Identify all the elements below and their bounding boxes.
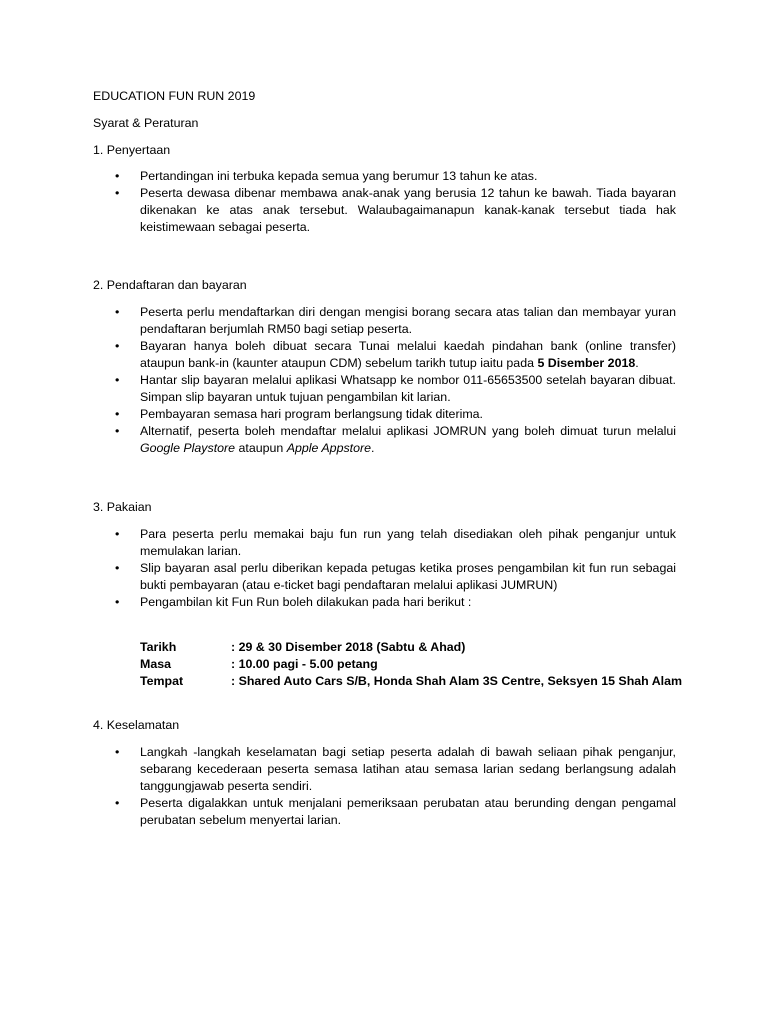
- schedule-label: Tarikh: [140, 640, 177, 654]
- schedule-row: [140, 639, 682, 656]
- list-item: • Peserta perlu mendaftarkan diri dengan mengisi borang secara atas talian dan membayar yuran pendaftaran berjumlah RM50 bagi setiap peserta.: [93, 304, 676, 338]
- section-heading-pendaftaran: 2. Pendaftaran dan bayaran: [93, 278, 247, 292]
- schedule-row: [140, 673, 682, 690]
- list-item: • Pertandingan ini terbuka kepada semua yang berumur 13 tahun ke atas.: [93, 168, 676, 185]
- list-item: • Hantar slip bayaran melalui aplikasi Whatsapp ke nombor 011-65653500 setelah bayaran dibuat. Simpan slip bayaran untuk tujuan pengambilan kit larian.: [93, 372, 676, 406]
- kit-collection-schedule: [140, 639, 682, 690]
- schedule-value: : 29 & 30 Disember 2018 (Sabtu & Ahad): [231, 640, 466, 654]
- document-title: EDUCATION FUN RUN 2019: [93, 89, 256, 103]
- section-pakaian-list: [93, 526, 676, 611]
- schedule-value: : Shared Auto Cars S/B, Honda Shah Alam 3S Centre, Seksyen 15 Shah Alam: [231, 674, 683, 688]
- list-item: • Pembayaran semasa hari program berlangsung tidak diterima.: [93, 406, 676, 423]
- schedule-value: : 10.00 pagi - 5.00 petang: [231, 657, 378, 671]
- list-item: • Pengambilan kit Fun Run boleh dilakukan pada hari berikut :: [93, 594, 676, 611]
- section-heading-pakaian: 3. Pakaian: [93, 500, 152, 514]
- app-store-name: Google Playstore: [140, 441, 236, 455]
- list-item: • Peserta dewasa dibenar membawa anak-anak yang berusia 12 tahun ke bawah. Tiada bayaran dikenakan ke atas anak tersebut. Walaubagaimanapun kanak-kanak tersebut tiada hak keistimewaan sebagai peserta.: [93, 185, 676, 236]
- section-keselamatan-list: [93, 744, 676, 829]
- list-item: • Peserta digalakkan untuk menjalani pemeriksaan perubatan atau berunding dengan pengamal perubatan sebelum menyertai larian.: [93, 795, 676, 829]
- section-penyertaan-list: [93, 168, 676, 236]
- list-item: • Bayaran hanya boleh dibuat secara Tunai melalui kaedah pindahan bank (online transfer) ataupun bank-in (kaunter ataupun CDM) sebelum tarikh tutup iaitu pada 5 Disember 2018.: [93, 338, 676, 372]
- document-subtitle: Syarat & Peraturan: [93, 116, 199, 130]
- list-item: • Langkah -langkah keselamatan bagi setiap peserta adalah di bawah seliaan pihak penganjur, sebarang kecederaan peserta semasa latihan atau semasa larian sedang berlangsung adalah tanggungjawab peserta sendiri.: [93, 744, 676, 795]
- list-item: • Para peserta perlu memakai baju fun run yang telah disediakan oleh pihak penganjur untuk memulakan larian.: [93, 526, 676, 560]
- schedule-row: [140, 656, 682, 673]
- deadline-date: 5 Disember 2018: [537, 356, 636, 370]
- list-item: • Slip bayaran asal perlu diberikan kepada petugas ketika proses pengambilan kit fun run sebagai bukti pembayaran (atau e-ticket bagi pendaftaran melalui aplikasi JUMRUN): [93, 560, 676, 594]
- section-heading-keselamatan: 4. Keselamatan: [93, 718, 180, 732]
- app-store-name: Apple Appstore: [286, 441, 372, 455]
- schedule-label: Tempat: [140, 674, 184, 688]
- schedule-label: Masa: [140, 657, 171, 671]
- list-item: • Alternatif, peserta boleh mendaftar melalui aplikasi JOMRUN yang boleh dimuat turun melalui Google Playstore ataupun Apple Appstore.: [93, 423, 676, 457]
- section-pendaftaran-list: [93, 304, 676, 457]
- section-heading-penyertaan: 1. Penyertaan: [93, 143, 171, 157]
